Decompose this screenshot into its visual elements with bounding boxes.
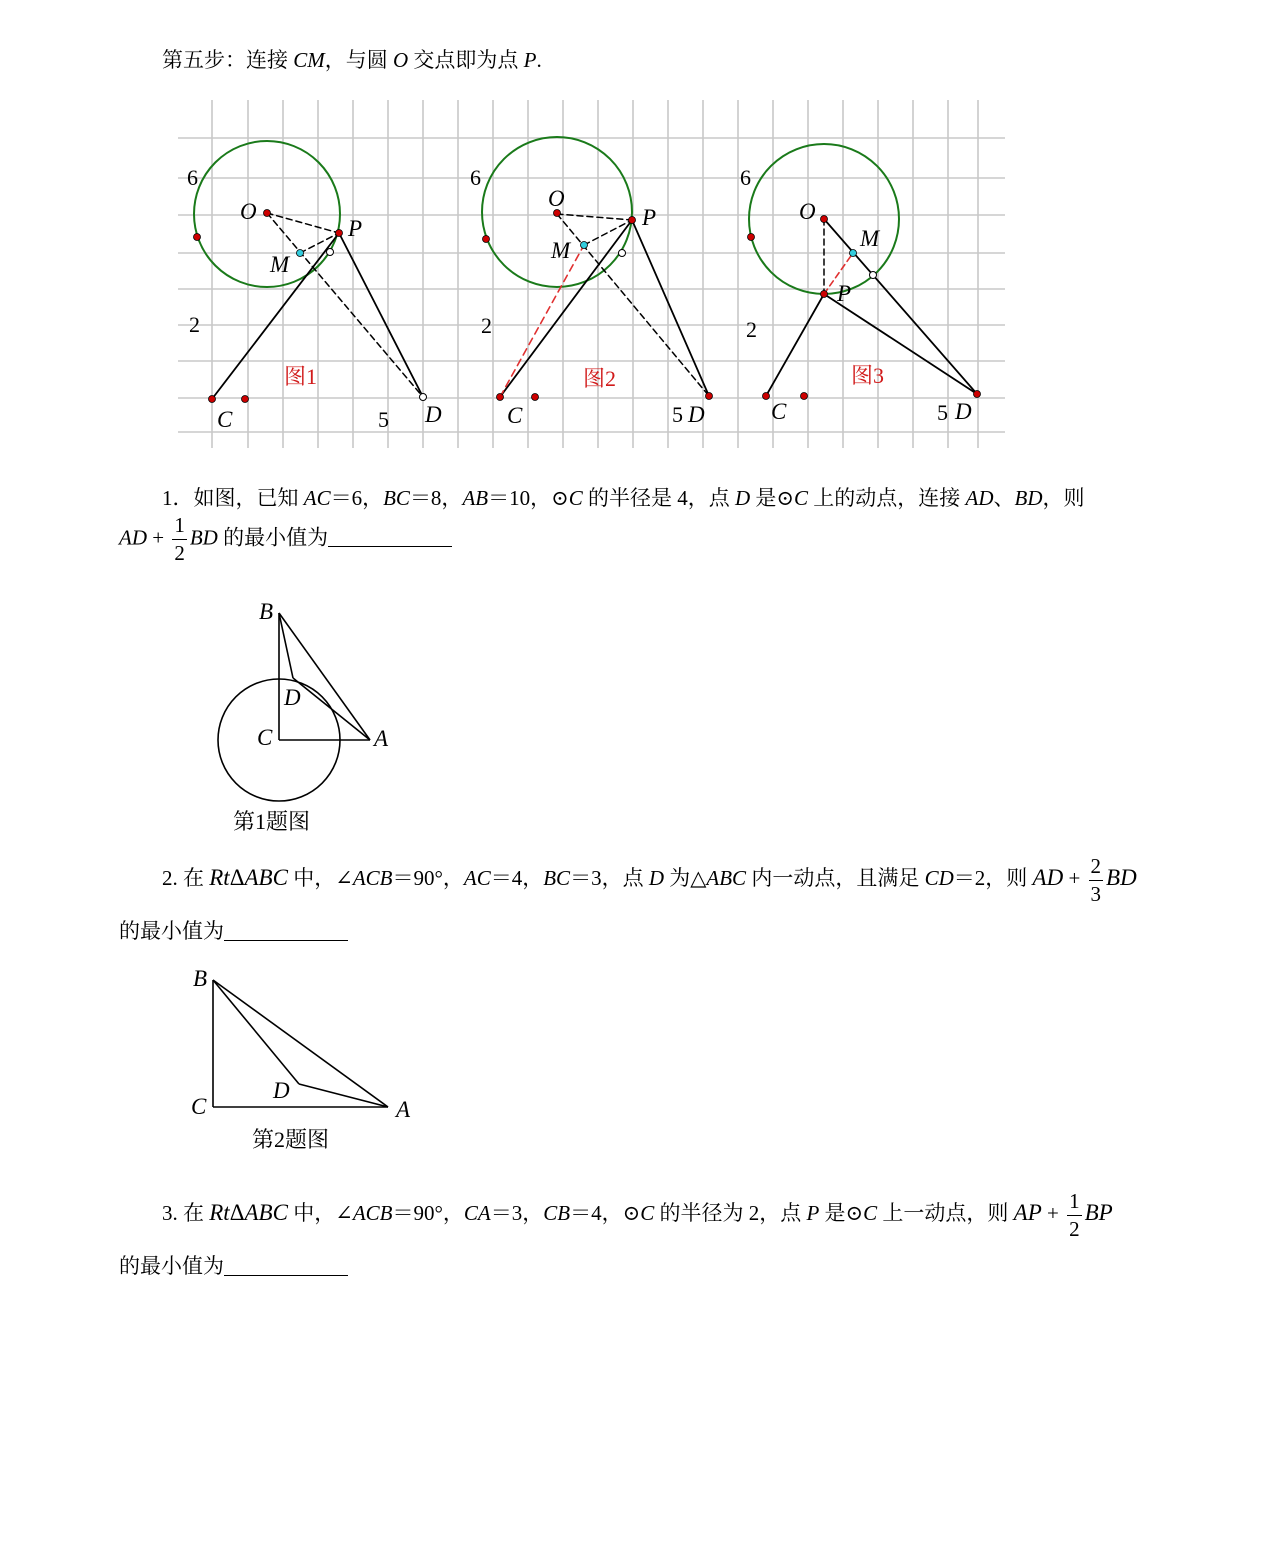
segment-op-fig1 — [267, 213, 339, 233]
label-p-fig2: P — [642, 205, 657, 230]
q2-figure-caption: 第2题图 — [252, 1127, 330, 1152]
answer-blank-q2[interactable] — [224, 922, 348, 941]
label-6-fig1: 6 — [187, 165, 198, 190]
figure-2 — [470, 137, 713, 428]
q1-figure — [200, 595, 440, 845]
label-c-fig1: C — [217, 407, 233, 432]
segment-mp-fig2 — [584, 220, 632, 245]
label-2-fig1: 2 — [189, 312, 200, 337]
label-m-fig1: M — [270, 252, 290, 277]
label-6-fig3: 6 — [740, 165, 751, 190]
label-o-fig3: O — [799, 199, 816, 224]
figure-1 — [187, 141, 442, 432]
segment-pd-fig1 — [339, 233, 423, 397]
label-d: D — [273, 1078, 290, 1103]
label-c: C — [191, 1094, 207, 1119]
label-p-fig3: P — [837, 281, 852, 306]
segment-cm-fig2 — [500, 245, 584, 397]
fraction-1-2-q3: $\frac{1}{2}$ — [1069, 1188, 1080, 1241]
step5-text: 第五步：连接 CM，与圆 O 交点即为点 P. — [162, 48, 542, 72]
segment-pd-fig3 — [824, 294, 977, 394]
label-5-fig3: 5 — [937, 400, 948, 425]
fraction-1-2: $\frac{1}{2}$ — [174, 513, 185, 565]
label-o-fig1: O — [240, 199, 257, 224]
q2-figure — [180, 960, 440, 1160]
label-d-fig3: D — [955, 399, 972, 424]
segment-od-fig3 — [824, 219, 977, 394]
q1-text: 1．如图，已知 AC＝6，BC＝8，AB＝10，⊙C 的半径是 4，点 D 是⊙C 上的动点，连接 AD、BD，则 — [162, 486, 1085, 510]
q1-expression: AD + $\frac{1}{2}$ BD 的最小值为 — [119, 515, 452, 564]
label-b: B — [259, 599, 274, 624]
label-m-fig3: M — [860, 226, 880, 251]
label-d: D — [284, 685, 301, 710]
answer-blank-q1[interactable] — [328, 528, 452, 547]
figure-3 — [740, 144, 981, 425]
label-c: C — [257, 725, 273, 750]
label-a: A — [374, 726, 389, 751]
label-a: A — [396, 1097, 411, 1122]
label-m-fig2: M — [551, 238, 571, 263]
q3-line2: 的最小值为 — [119, 1250, 348, 1280]
fig3-caption: 图3 — [851, 363, 885, 388]
fig1-caption: 图1 — [284, 364, 318, 389]
label-2-fig2: 2 — [481, 313, 492, 338]
label-5-fig2: 5 — [672, 402, 683, 427]
label-5-fig1: 5 — [378, 407, 389, 432]
label-d-fig1: D — [425, 402, 442, 427]
q1-figure-caption: 第1题图 — [233, 809, 311, 834]
label-c-fig2: C — [507, 403, 523, 428]
label-o-fig2: O — [548, 186, 565, 211]
answer-blank-q3[interactable] — [224, 1257, 348, 1276]
grid-figures — [0, 0, 1280, 460]
label-c-fig3: C — [771, 399, 787, 424]
q2-line2: 的最小值为 — [119, 915, 348, 945]
segment-pd-fig2 — [632, 220, 709, 396]
segment-cp-fig3 — [766, 294, 824, 396]
label-d-fig2: D — [688, 402, 705, 427]
q2-text: 2. 在 RtΔABC 中，∠ACB＝90°，AC＝4，BC＝3，点 D 为△ABC 内一动点，且满足 CD＝2，则 AD + $\frac{2}{3}$ BD — [162, 853, 1137, 906]
q3-text: 3. 在 RtΔABC 中，∠ACB＝90°，CA＝3，CB＝4，⊙C 的半径为 2，点 P 是⊙C 上一动点，则 AP + $\frac{1}{2}$ BP — [162, 1188, 1113, 1241]
label-2-fig3: 2 — [746, 317, 757, 342]
label-6-fig2: 6 — [470, 165, 481, 190]
fraction-2-3: $\frac{2}{3}$ — [1090, 853, 1102, 906]
label-b: B — [193, 966, 208, 991]
label-p-fig1: P — [348, 216, 363, 241]
fig2-caption: 图2 — [583, 366, 617, 391]
